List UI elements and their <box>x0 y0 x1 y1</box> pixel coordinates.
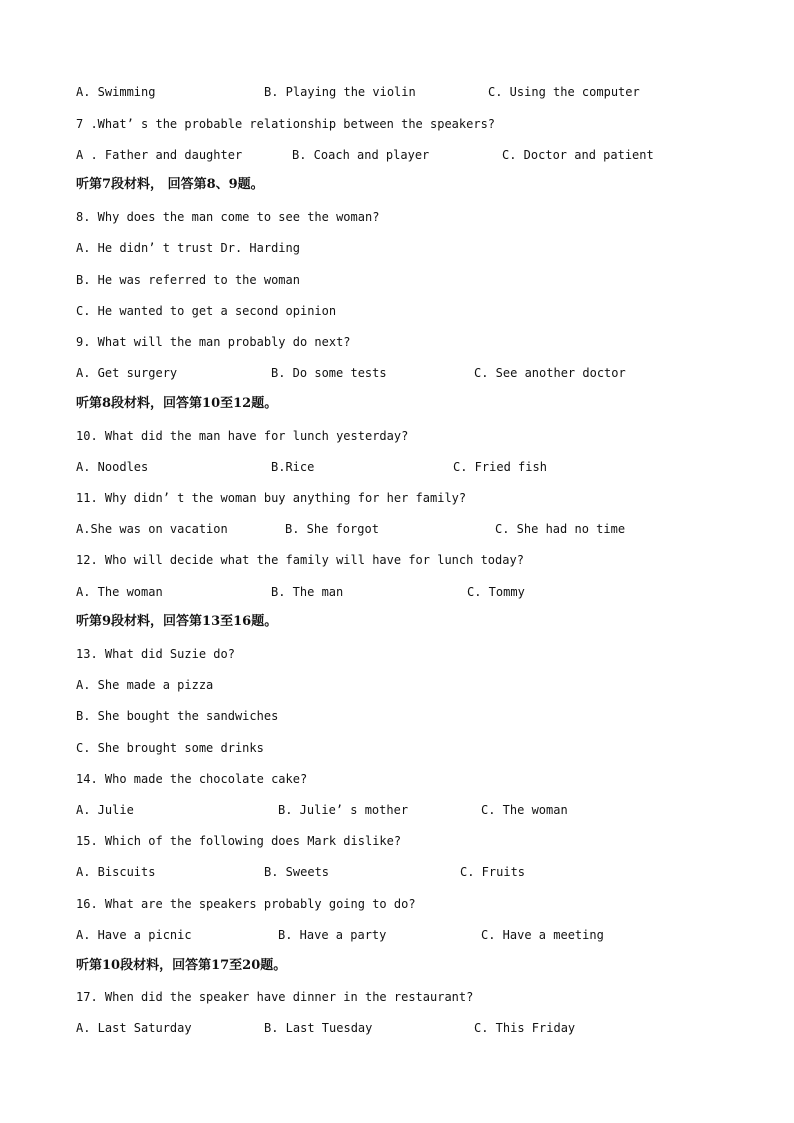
q8-option-c: C. He wanted to get a second opinion <box>76 304 337 318</box>
q17-option-a: A. Last Saturday <box>76 1021 192 1035</box>
q13-option-c: C. She brought some drinks <box>76 741 264 755</box>
q15-option-a: A. Biscuits <box>76 865 156 879</box>
q13-question: 13. What did Suzie do? <box>76 647 235 661</box>
q17-option-c: C. This Friday <box>474 1021 576 1035</box>
q9-option-b: B. Do some tests <box>271 366 387 380</box>
section-8-heading: 听第8段材料，回答第10至12题。 <box>76 396 278 411</box>
q16-option-c: C. Have a meeting <box>481 928 604 942</box>
q14-option-c: C. The woman <box>481 803 568 817</box>
q14-option-b: B. Julie’ s mother <box>278 803 409 817</box>
q15-option-b: B. Sweets <box>264 865 330 879</box>
q6-option-b: B. Playing the violin <box>264 85 416 99</box>
q10-option-c: C. Fried fish <box>453 460 547 474</box>
q7-option-c: C. Doctor and patient <box>502 148 654 162</box>
q12-question: 12. Who will decide what the family will have for lunch today? <box>76 553 524 567</box>
q7-question: 7 .What’ s the probable relationship between the speakers? <box>76 117 496 131</box>
q16-option-b: B. Have a party <box>278 928 387 942</box>
q8-option-b: B. He was referred to the woman <box>76 273 300 287</box>
q9-question: 9. What will the man probably do next? <box>76 335 351 349</box>
section-9-heading: 听第9段材料，回答第13至16题。 <box>76 614 278 629</box>
q8-option-a: A. He didn’ t trust Dr. Harding <box>76 241 300 255</box>
q13-option-a: A. She made a pizza <box>76 678 214 692</box>
q14-question: 14. Who made the chocolate cake? <box>76 772 308 786</box>
q9-option-a: A. Get surgery <box>76 366 178 380</box>
q9-option-c: C. See another doctor <box>474 366 626 380</box>
q6-option-c: C. Using the computer <box>488 85 640 99</box>
q11-option-a: A.She was on vacation <box>76 522 228 536</box>
section-7-heading: 听第7段材料， 回答第8、9题。 <box>76 177 264 192</box>
q13-option-b: B. She bought the sandwiches <box>76 709 279 723</box>
q16-option-a: A. Have a picnic <box>76 928 192 942</box>
q15-question: 15. Which of the following does Mark dislike? <box>76 834 402 848</box>
q12-option-a: A. The woman <box>76 585 163 599</box>
q11-question: 11. Why didn’ t the woman buy anything for her family? <box>76 491 467 505</box>
q12-option-c: C. Tommy <box>467 585 525 599</box>
q14-option-a: A. Julie <box>76 803 134 817</box>
q10-option-a: A. Noodles <box>76 460 149 474</box>
q7-option-a: A . Father and daughter <box>76 148 243 162</box>
q17-option-b: B. Last Tuesday <box>264 1021 373 1035</box>
section-10-heading: 听第10段材料，回答第17至20题。 <box>76 958 287 973</box>
q10-option-b: B.Rice <box>271 460 315 474</box>
q10-question: 10. What did the man have for lunch yesterday? <box>76 429 409 443</box>
q16-question: 16. What are the speakers probably going to do? <box>76 897 416 911</box>
q11-option-c: C. She had no time <box>495 522 626 536</box>
q7-option-b: B. Coach and player <box>292 148 430 162</box>
q8-question: 8. Why does the man come to see the woman? <box>76 210 380 224</box>
q15-option-c: C. Fruits <box>460 865 526 879</box>
q6-option-a: A. Swimming <box>76 85 156 99</box>
q12-option-b: B. The man <box>271 585 344 599</box>
q11-option-b: B. She forgot <box>285 522 379 536</box>
q17-question: 17. When did the speaker have dinner in the restaurant? <box>76 990 474 1004</box>
